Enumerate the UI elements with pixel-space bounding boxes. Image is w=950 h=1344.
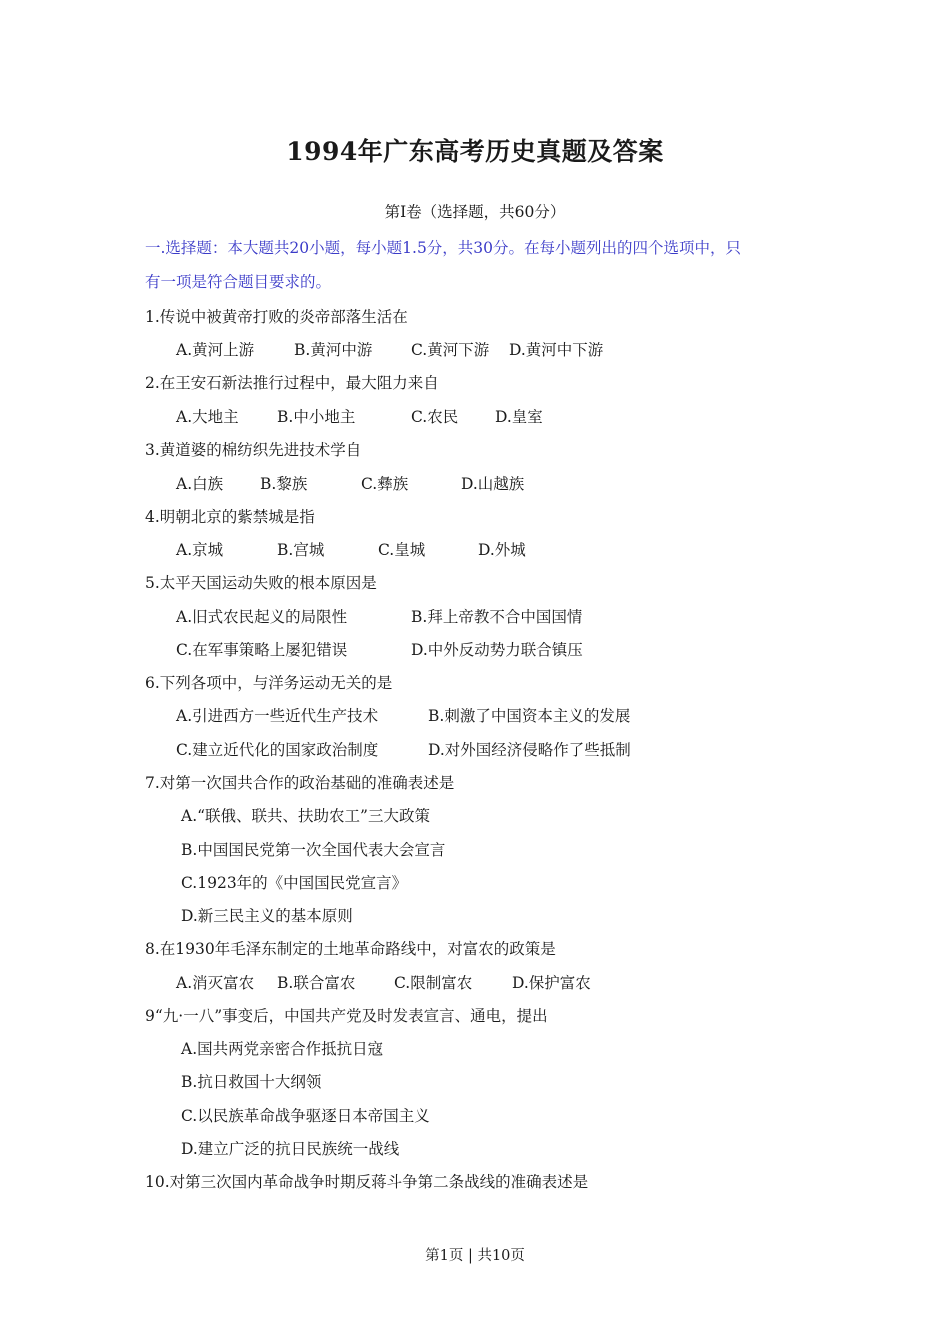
q3-option-d: D.山越族 — [461, 475, 525, 493]
question-8: 8.在1930年毛泽东制定的土地革命路线中，对富农的政策是 — [145, 940, 556, 958]
q3-option-c: C.彝族 — [361, 475, 409, 493]
q5-option-d: D.中外反动势力联合镇压 — [411, 641, 583, 659]
q9-option-a: A.国共两党亲密合作抵抗日寇 — [181, 1040, 384, 1058]
q2-option-b: B.中小地主 — [277, 408, 356, 426]
question-2: 2.在王安石新法推行过程中，最大阻力来自 — [145, 374, 439, 392]
q2-option-a: A.大地主 — [176, 408, 239, 426]
q4-option-a: A.京城 — [176, 541, 224, 559]
q6-option-d: D.对外国经济侵略作了些抵制 — [428, 741, 631, 759]
q6-option-b: B.刺激了中国资本主义的发展 — [428, 707, 631, 725]
q9-option-c: C.以民族革命战争驱逐日本帝国主义 — [181, 1107, 430, 1125]
q4-option-b: B.宫城 — [277, 541, 325, 559]
instructions-line-2: 有一项是符合题目要求的。 — [145, 273, 332, 291]
q5-option-a: A.旧式农民起义的局限性 — [176, 608, 348, 626]
instructions-line-1: 一.选择题：本大题共20小题，每小题1.5分，共30分。在每小题列出的四个选项中，只 — [145, 239, 742, 257]
question-3: 3.黄道婆的棉纺织先进技术学自 — [145, 441, 362, 459]
q2-option-d: D.皇室 — [495, 408, 543, 426]
question-9: 9“九·一八”事变后，中国共产党及时发表宣言、通电，提出 — [145, 1007, 548, 1025]
q7-option-a: A.“联俄、联共、扶助农工”三大政策 — [181, 807, 430, 825]
q8-option-b: B.联合富农 — [277, 974, 356, 992]
q9-option-d: D.建立广泛的抗日民族统一战线 — [181, 1140, 400, 1158]
q1-option-b: B.黄河中游 — [294, 341, 373, 359]
section-title: 第Ⅰ卷（选择题，共60分） — [384, 203, 566, 221]
question-6: 6.下列各项中，与洋务运动无关的是 — [145, 674, 393, 692]
q1-option-c: C.黄河下游 — [411, 341, 490, 359]
q5-option-b: B.拜上帝教不合中国国情 — [411, 608, 583, 626]
question-4: 4.明朝北京的紫禁城是指 — [145, 508, 315, 526]
q9-option-b: B.抗日救国十大纲领 — [181, 1073, 322, 1091]
q4-option-d: D.外城 — [478, 541, 526, 559]
q1-option-a: A.黄河上游 — [176, 341, 255, 359]
q6-option-a: A.引进西方一些近代生产技术 — [176, 707, 379, 725]
q8-option-a: A.消灭富农 — [176, 974, 255, 992]
q2-option-c: C.农民 — [411, 408, 459, 426]
q1-option-d: D.黄河中下游 — [509, 341, 604, 359]
q7-option-b: B.中国国民党第一次全国代表大会宣言 — [181, 841, 446, 859]
q7-option-c: C.1923年的《中国国民党宣言》 — [181, 874, 408, 892]
question-1: 1.传说中被黄帝打败的炎帝部落生活在 — [145, 308, 408, 326]
question-5: 5.太平天国运动失败的根本原因是 — [145, 574, 377, 592]
q3-option-b: B.黎族 — [260, 475, 308, 493]
q3-option-a: A.白族 — [176, 475, 224, 493]
q7-option-d: D.新三民主义的基本原则 — [181, 907, 353, 925]
q4-option-c: C.皇城 — [378, 541, 426, 559]
q5-option-c: C.在军事策略上屡犯错误 — [176, 641, 348, 659]
q8-option-c: C.限制富农 — [394, 974, 473, 992]
question-10: 10.对第三次国内革命战争时期反蒋斗争第二条战线的准确表述是 — [145, 1173, 589, 1191]
q8-option-d: D.保护富农 — [512, 974, 591, 992]
q6-option-c: C.建立近代化的国家政治制度 — [176, 741, 379, 759]
page-footer: 第1页 | 共10页 — [425, 1248, 525, 1264]
question-7: 7.对第一次国共合作的政治基础的准确表述是 — [145, 774, 455, 792]
document-title: 1994年广东高考历史真题及答案 — [286, 137, 664, 166]
